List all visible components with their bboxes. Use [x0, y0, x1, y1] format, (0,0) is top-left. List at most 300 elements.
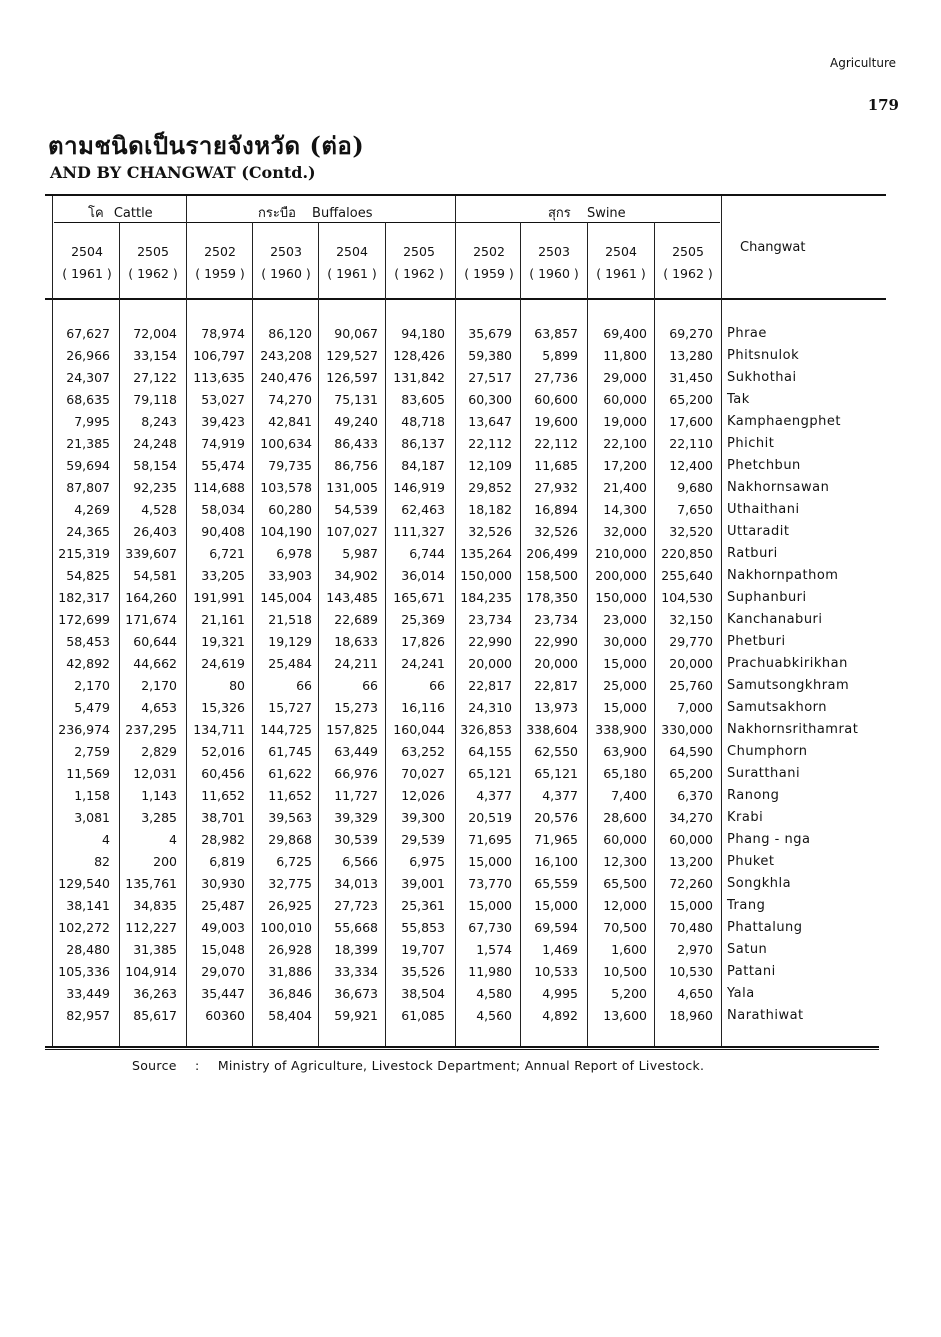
changwat-name: Tak — [727, 392, 750, 407]
table-row — [0, 565, 941, 587]
table-cell: 145,004 — [260, 590, 312, 605]
changwat-name: Phattalung — [727, 920, 803, 935]
column-year-be: 2502 — [473, 244, 505, 259]
table-cell: 28,480 — [66, 942, 110, 957]
table-cell: 11,800 — [603, 348, 647, 363]
table-cell: 12,300 — [603, 854, 647, 869]
table-cell: 29,852 — [468, 480, 512, 495]
table-cell: 16,116 — [401, 700, 445, 715]
table-row — [0, 807, 941, 829]
table-cell: 12,000 — [603, 898, 647, 913]
table-cell: 171,674 — [125, 612, 177, 627]
swine-english-label: Swine — [586, 206, 626, 221]
table-cell: 13,200 — [669, 854, 713, 869]
table-cell: 24,211 — [334, 656, 378, 671]
table-row — [0, 411, 941, 433]
table-cell: 69,400 — [603, 326, 647, 341]
table-cell: 59,380 — [468, 348, 512, 363]
table-row — [0, 631, 941, 653]
table-row — [0, 543, 941, 565]
table-cell: 158,500 — [526, 568, 578, 583]
table-cell: 165,671 — [393, 590, 445, 605]
table-cell: 20,576 — [534, 810, 578, 825]
table-cell: 4,580 — [476, 986, 512, 1001]
changwat-name: Kanchanaburi — [727, 612, 823, 627]
table-cell: 71,695 — [468, 832, 512, 847]
changwat-name: Ratburi — [727, 546, 778, 561]
table-cell: 178,350 — [526, 590, 578, 605]
changwat-name: Krabi — [727, 810, 764, 825]
table-cell: 18,960 — [669, 1008, 713, 1023]
table-cell: 60,000 — [669, 832, 713, 847]
table-cell: 86,137 — [401, 436, 445, 451]
table-cell: 60,600 — [534, 392, 578, 407]
section-header: Agriculture — [830, 56, 896, 70]
table-cell: 74,270 — [268, 392, 312, 407]
table-cell: 10,533 — [534, 964, 578, 979]
table-cell: 13,600 — [603, 1008, 647, 1023]
header-bottom-rule — [45, 298, 886, 300]
table-cell: 15,000 — [603, 700, 647, 715]
table-row — [0, 653, 941, 675]
table-cell: 78,974 — [201, 326, 245, 341]
table-cell: 55,474 — [201, 458, 245, 473]
table-cell: 19,707 — [401, 942, 445, 957]
table-cell: 206,499 — [526, 546, 578, 561]
table-cell: 34,902 — [334, 568, 378, 583]
table-cell: 60360 — [205, 1008, 245, 1023]
table-cell: 34,013 — [334, 876, 378, 891]
table-cell: 63,857 — [534, 326, 578, 341]
source-separator: : — [195, 1058, 200, 1073]
table-cell: 61,622 — [268, 766, 312, 781]
table-cell: 24,619 — [201, 656, 245, 671]
table-cell: 60,000 — [603, 392, 647, 407]
table-cell: 129,540 — [58, 876, 110, 891]
table-cell: 100,634 — [260, 436, 312, 451]
table-row — [0, 345, 941, 367]
column-year-ad: ( 1959 ) — [195, 266, 245, 281]
table-cell: 15,000 — [468, 898, 512, 913]
table-row — [0, 917, 941, 939]
table-cell: 58,154 — [133, 458, 177, 473]
changwat-name: Nakhornsrithamrat — [727, 722, 859, 737]
table-cell: 32,000 — [603, 524, 647, 539]
table-cell: 66 — [362, 678, 378, 693]
table-cell: 65,559 — [534, 876, 578, 891]
table-cell: 25,361 — [401, 898, 445, 913]
table-cell: 33,903 — [268, 568, 312, 583]
table-cell: 12,031 — [133, 766, 177, 781]
table-cell: 65,121 — [468, 766, 512, 781]
changwat-name: Samutsongkhram — [727, 678, 850, 693]
table-cell: 33,205 — [201, 568, 245, 583]
table-cell: 11,685 — [534, 458, 578, 473]
table-cell: 33,449 — [66, 986, 110, 1001]
table-cell: 103,578 — [260, 480, 312, 495]
table-cell: 172,699 — [58, 612, 110, 627]
table-cell: 16,894 — [534, 502, 578, 517]
table-cell: 30,539 — [334, 832, 378, 847]
table-cell: 38,141 — [66, 898, 110, 913]
table-cell: 114,688 — [193, 480, 245, 495]
table-cell: 2,759 — [74, 744, 110, 759]
table-cell: 6,566 — [342, 854, 378, 869]
table-cell: 54,539 — [334, 502, 378, 517]
column-year-ad: ( 1960 ) — [529, 266, 579, 281]
table-cell: 10,500 — [603, 964, 647, 979]
table-cell: 11,980 — [468, 964, 512, 979]
table-cell: 131,005 — [326, 480, 378, 495]
table-cell: 113,635 — [193, 370, 245, 385]
table-cell: 29,070 — [201, 964, 245, 979]
table-cell: 49,240 — [334, 414, 378, 429]
table-cell: 66 — [296, 678, 312, 693]
table-cell: 210,000 — [595, 546, 647, 561]
table-row — [0, 829, 941, 851]
table-cell: 28,600 — [603, 810, 647, 825]
table-cell: 131,842 — [393, 370, 445, 385]
table-cell: 42,892 — [66, 656, 110, 671]
table-cell: 22,112 — [468, 436, 512, 451]
table-cell: 22,689 — [334, 612, 378, 627]
changwat-name: Phrae — [727, 326, 767, 341]
table-row — [0, 477, 941, 499]
table-cell: 3,285 — [141, 810, 177, 825]
table-cell: 146,919 — [393, 480, 445, 495]
table-cell: 35,679 — [468, 326, 512, 341]
table-cell: 13,647 — [468, 414, 512, 429]
table-cell: 22,990 — [534, 634, 578, 649]
table-cell: 22,817 — [468, 678, 512, 693]
table-cell: 39,329 — [334, 810, 378, 825]
column-year-be: 2504 — [605, 244, 637, 259]
table-cell: 12,400 — [669, 458, 713, 473]
table-cell: 8,243 — [141, 414, 177, 429]
table-cell: 326,853 — [460, 722, 512, 737]
table-row — [0, 763, 941, 785]
table-cell: 22,100 — [603, 436, 647, 451]
table-cell: 60,300 — [468, 392, 512, 407]
title-english — [50, 163, 316, 182]
table-cell: 19,129 — [268, 634, 312, 649]
column-header-changwat: Changwat — [740, 240, 806, 255]
table-cell: 4,377 — [476, 788, 512, 803]
changwat-name: Uttaradit — [727, 524, 790, 539]
table-cell: 39,300 — [401, 810, 445, 825]
table-cell: 1,143 — [141, 788, 177, 803]
table-cell: 84,187 — [401, 458, 445, 473]
table-cell: 237,295 — [125, 722, 177, 737]
table-cell: 18,182 — [468, 502, 512, 517]
table-row — [0, 587, 941, 609]
table-cell: 60,000 — [603, 832, 647, 847]
table-row — [0, 785, 941, 807]
table-cell: 79,118 — [133, 392, 177, 407]
table-row — [0, 389, 941, 411]
table-cell: 1,158 — [74, 788, 110, 803]
table-cell: 338,604 — [526, 722, 578, 737]
table-cell: 105,336 — [58, 964, 110, 979]
table-cell: 36,014 — [401, 568, 445, 583]
table-cell: 58,404 — [268, 1008, 312, 1023]
table-cell: 42,841 — [268, 414, 312, 429]
table-cell: 10,530 — [669, 964, 713, 979]
table-cell: 106,797 — [193, 348, 245, 363]
table-cell: 15,000 — [468, 854, 512, 869]
column-year-ad: ( 1962 ) — [663, 266, 713, 281]
table-row — [0, 499, 941, 521]
table-cell: 104,190 — [260, 524, 312, 539]
table-cell: 70,027 — [401, 766, 445, 781]
table-cell: 94,180 — [401, 326, 445, 341]
table-cell: 22,110 — [669, 436, 713, 451]
table-cell: 83,605 — [401, 392, 445, 407]
table-cell: 184,235 — [460, 590, 512, 605]
table-cell: 4,892 — [542, 1008, 578, 1023]
table-row — [0, 719, 941, 741]
table-cell: 19,321 — [201, 634, 245, 649]
table-cell: 52,016 — [201, 744, 245, 759]
table-cell: 61,085 — [401, 1008, 445, 1023]
table-cell: 68,635 — [66, 392, 110, 407]
table-cell: 7,650 — [677, 502, 713, 517]
table-cell: 25,760 — [669, 678, 713, 693]
table-cell: 62,463 — [401, 502, 445, 517]
table-cell: 74,919 — [201, 436, 245, 451]
table-row — [0, 433, 941, 455]
column-year-ad: ( 1961 ) — [596, 266, 646, 281]
table-cell: 65,200 — [669, 766, 713, 781]
table-cell: 29,000 — [603, 370, 647, 385]
table-cell: 1,600 — [611, 942, 647, 957]
table-cell: 24,310 — [468, 700, 512, 715]
table-cell: 13,280 — [669, 348, 713, 363]
table-cell: 200,000 — [595, 568, 647, 583]
table-cell: 20,000 — [534, 656, 578, 671]
table-cell: 6,978 — [276, 546, 312, 561]
changwat-name: Nakhornpathom — [727, 568, 839, 583]
table-cell: 67,627 — [66, 326, 110, 341]
table-cell: 104,530 — [661, 590, 713, 605]
table-cell: 55,853 — [401, 920, 445, 935]
table-cell: 4,377 — [542, 788, 578, 803]
table-row — [0, 697, 941, 719]
table-cell: 71,965 — [534, 832, 578, 847]
table-cell: 86,433 — [334, 436, 378, 451]
table-cell: 66 — [429, 678, 445, 693]
table-cell: 134,711 — [193, 722, 245, 737]
table-cell: 4,650 — [677, 986, 713, 1001]
table-cell: 1,574 — [476, 942, 512, 957]
table-row — [0, 939, 941, 961]
table-cell: 2,829 — [141, 744, 177, 759]
changwat-name: Phetburi — [727, 634, 786, 649]
table-cell: 100,010 — [260, 920, 312, 935]
table-cell: 67,730 — [468, 920, 512, 935]
table-cell: 31,450 — [669, 370, 713, 385]
table-cell: 59,694 — [66, 458, 110, 473]
table-cell: 24,248 — [133, 436, 177, 451]
table-cell: 17,826 — [401, 634, 445, 649]
table-cell: 65,121 — [534, 766, 578, 781]
table-cell: 19,600 — [534, 414, 578, 429]
table-cell: 144,725 — [260, 722, 312, 737]
changwat-name: Narathiwat — [727, 1008, 804, 1023]
table-cell: 33,334 — [334, 964, 378, 979]
table-cell: 3,081 — [74, 810, 110, 825]
source-note — [132, 1058, 704, 1073]
table-cell: 25,487 — [201, 898, 245, 913]
table-cell: 27,517 — [468, 370, 512, 385]
table-cell: 5,200 — [611, 986, 647, 1001]
table-cell: 20,000 — [468, 656, 512, 671]
table-cell: 4,995 — [542, 986, 578, 1001]
table-cell: 27,723 — [334, 898, 378, 913]
table-cell: 4,560 — [476, 1008, 512, 1023]
table-cell: 160,044 — [393, 722, 445, 737]
title-thai: ตามชนิดเป็นรายจังหวัด (ต่อ) — [48, 131, 365, 160]
table-row — [0, 323, 941, 345]
table-cell: 58,034 — [201, 502, 245, 517]
column-year-be: 2505 — [403, 244, 435, 259]
table-row — [0, 521, 941, 543]
table-cell: 20,519 — [468, 810, 512, 825]
table-cell: 60,644 — [133, 634, 177, 649]
table-cell: 12,109 — [468, 458, 512, 473]
table-cell: 33,154 — [133, 348, 177, 363]
table-row — [0, 455, 941, 477]
changwat-name: Sukhothai — [727, 370, 797, 385]
table-cell: 49,003 — [201, 920, 245, 935]
table-cell: 31,886 — [268, 964, 312, 979]
table-cell: 44,662 — [133, 656, 177, 671]
changwat-name: Yala — [727, 986, 755, 1001]
page-number: 179 — [867, 96, 899, 114]
table-cell: 21,385 — [66, 436, 110, 451]
column-year-ad: ( 1961 ) — [327, 266, 377, 281]
table-cell: 7,400 — [611, 788, 647, 803]
table-cell: 60,280 — [268, 502, 312, 517]
table-cell: 72,004 — [133, 326, 177, 341]
table-cell: 82 — [94, 854, 110, 869]
changwat-name: Kamphaengphet — [727, 414, 841, 429]
table-cell: 150,000 — [460, 568, 512, 583]
column-year-be: 2503 — [538, 244, 570, 259]
column-year-ad: ( 1960 ) — [261, 266, 311, 281]
table-cell: 6,721 — [209, 546, 245, 561]
table-cell: 112,227 — [125, 920, 177, 935]
table-bottom-rule — [45, 1046, 879, 1048]
table-cell: 34,270 — [669, 810, 713, 825]
table-cell: 26,925 — [268, 898, 312, 913]
table-cell: 6,819 — [209, 854, 245, 869]
table-cell: 58,453 — [66, 634, 110, 649]
table-cell: 200 — [153, 854, 177, 869]
table-cell: 4,528 — [141, 502, 177, 517]
title-contd: (Contd.) — [241, 163, 316, 182]
column-year-ad: ( 1959 ) — [464, 266, 514, 281]
table-cell: 15,000 — [534, 898, 578, 913]
table-cell: 13,973 — [534, 700, 578, 715]
table-cell: 90,067 — [334, 326, 378, 341]
table-cell: 4 — [102, 832, 110, 847]
changwat-name: Phang - nga — [727, 832, 811, 847]
table-cell: 24,241 — [401, 656, 445, 671]
table-cell: 85,617 — [133, 1008, 177, 1023]
table-cell: 23,734 — [468, 612, 512, 627]
changwat-name: Prachuabkirikhan — [727, 656, 848, 671]
table-cell: 135,761 — [125, 876, 177, 891]
column-year-ad: ( 1962 ) — [394, 266, 444, 281]
table-cell: 32,520 — [669, 524, 713, 539]
table-cell: 39,563 — [268, 810, 312, 825]
changwat-name: Uthaithani — [727, 502, 800, 517]
table-cell: 63,900 — [603, 744, 647, 759]
title-english-main: AND BY CHANGWAT — [50, 163, 236, 182]
table-cell: 17,200 — [603, 458, 647, 473]
table-bottom-rule-2 — [45, 1049, 879, 1050]
column-year-be: 2504 — [71, 244, 103, 259]
table-cell: 63,252 — [401, 744, 445, 759]
table-cell: 61,745 — [268, 744, 312, 759]
table-cell: 9,680 — [677, 480, 713, 495]
table-row — [0, 741, 941, 763]
table-row — [0, 675, 941, 697]
table-cell: 31,385 — [133, 942, 177, 957]
table-cell: 12,026 — [401, 788, 445, 803]
table-cell: 79,735 — [268, 458, 312, 473]
table-row — [0, 961, 941, 983]
table-cell: 2,170 — [141, 678, 177, 693]
table-cell: 38,701 — [201, 810, 245, 825]
table-cell: 29,770 — [669, 634, 713, 649]
changwat-name: Ranong — [727, 788, 780, 803]
table-cell: 157,825 — [326, 722, 378, 737]
table-cell: 86,120 — [268, 326, 312, 341]
table-cell: 15,048 — [201, 942, 245, 957]
table-cell: 220,850 — [661, 546, 713, 561]
table-cell: 15,000 — [603, 656, 647, 671]
table-cell: 102,272 — [58, 920, 110, 935]
table-cell: 11,569 — [66, 766, 110, 781]
table-cell: 243,208 — [260, 348, 312, 363]
column-year-be: 2504 — [336, 244, 368, 259]
table-cell: 191,991 — [193, 590, 245, 605]
table-cell: 129,527 — [326, 348, 378, 363]
table-cell: 27,122 — [133, 370, 177, 385]
table-cell: 70,500 — [603, 920, 647, 935]
changwat-name: Samutsakhorn — [727, 700, 828, 715]
group-header-swine — [548, 202, 626, 223]
table-cell: 164,260 — [125, 590, 177, 605]
table-cell: 255,640 — [661, 568, 713, 583]
table-row — [0, 367, 941, 389]
table-row — [0, 895, 941, 917]
table-cell: 39,423 — [201, 414, 245, 429]
table-cell: 6,370 — [677, 788, 713, 803]
table-cell: 92,235 — [133, 480, 177, 495]
table-cell: 87,807 — [66, 480, 110, 495]
table-cell: 54,825 — [66, 568, 110, 583]
table-cell: 73,770 — [468, 876, 512, 891]
table-cell: 34,835 — [133, 898, 177, 913]
table-cell: 6,975 — [409, 854, 445, 869]
table-cell: 72,260 — [669, 876, 713, 891]
table-cell: 70,480 — [669, 920, 713, 935]
table-cell: 143,485 — [326, 590, 378, 605]
table-cell: 25,484 — [268, 656, 312, 671]
